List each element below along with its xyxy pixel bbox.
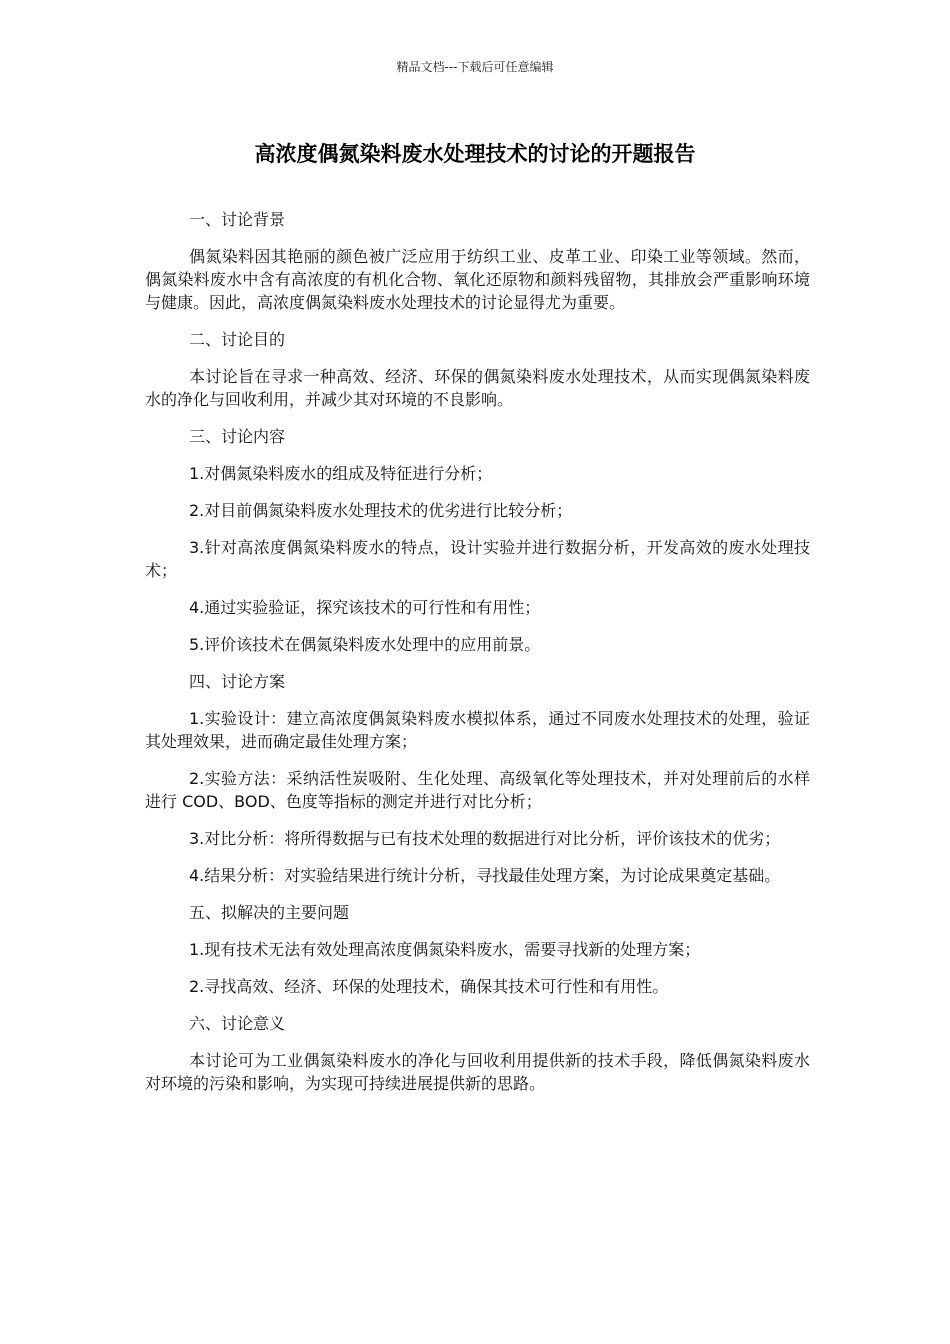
list-item: 4.结果分析：对实验结果进行统计分析，寻找最佳处理方案，为讨论成果奠定基础。 — [189, 866, 781, 885]
list-item: 2.寻找高效、经济、环保的处理技术，确保其技术可行性和有用性。 — [189, 977, 669, 996]
list-item: 1.实验设计：建立高浓度偶氮染料废水模拟体系，通过不同废水处理技术的处理，验证其处理效果，进而确定最佳处理方案； — [145, 709, 810, 751]
section-heading-significance: 六、讨论意义 — [189, 1014, 286, 1033]
header-note: 精品文档---下载后可任意编辑 — [396, 60, 554, 74]
list-item: 2.对目前偶氮染料废水处理技术的优劣进行比较分析； — [189, 501, 573, 520]
paragraph: 本讨论可为工业偶氮染料废水的净化与回收利用提供新的技术手段，降低偶氮染料废水对环境的污染和影响，为实现可持续进展提供新的思路。 — [145, 1051, 810, 1093]
document-title: 高浓度偶氮染料废水处理技术的讨论的开题报告 — [254, 142, 696, 166]
list-item: 3.针对高浓度偶氮染料废水的特点，设计实验并进行数据分析，开发高效的废水处理技术； — [145, 538, 810, 580]
section-heading-purpose: 二、讨论目的 — [189, 330, 286, 349]
section-heading-content: 三、讨论内容 — [189, 427, 286, 446]
paragraph: 本讨论旨在寻求一种高效、经济、环保的偶氮染料废水处理技术，从而实现偶氮染料废水的净化与回收利用，并减少其对环境的不良影响。 — [145, 367, 810, 409]
list-item: 1.对偶氮染料废水的组成及特征进行分析； — [189, 464, 493, 483]
section-heading-plan: 四、讨论方案 — [189, 672, 286, 691]
list-item: 5.评价该技术在偶氮染料废水处理中的应用前景。 — [189, 635, 541, 654]
list-item: 3.对比分析：将所得数据与已有技术处理的数据进行对比分析，评价该技术的优劣； — [189, 829, 781, 848]
list-item: 1.现有技术无法有效处理高浓度偶氮染料废水，需要寻找新的处理方案； — [189, 940, 701, 959]
section-heading-background: 一、讨论背景 — [189, 210, 286, 229]
list-item: 4.通过实验验证，探究该技术的可行性和有用性； — [189, 598, 541, 617]
list-item: 2.实验方法：采纳活性炭吸附、生化处理、高级氧化等处理技术，并对处理前后的水样进行 COD、BOD、色度等指标的测定并进行对比分析； — [145, 769, 810, 811]
document-body — [145, 208, 810, 1109]
paragraph: 偶氮染料因其艳丽的颜色被广泛应用于纺织工业、皮革工业、印染工业等领域。然而，偶氮染料废水中含有高浓度的有机化合物、氧化还原物和颜料残留物，其排放会严重影响环境与健康。因此，高浓度偶氮染料废水处理技术的讨论显得尤为重要。 — [145, 247, 810, 312]
section-heading-problems: 五、拟解决的主要问题 — [189, 903, 350, 922]
